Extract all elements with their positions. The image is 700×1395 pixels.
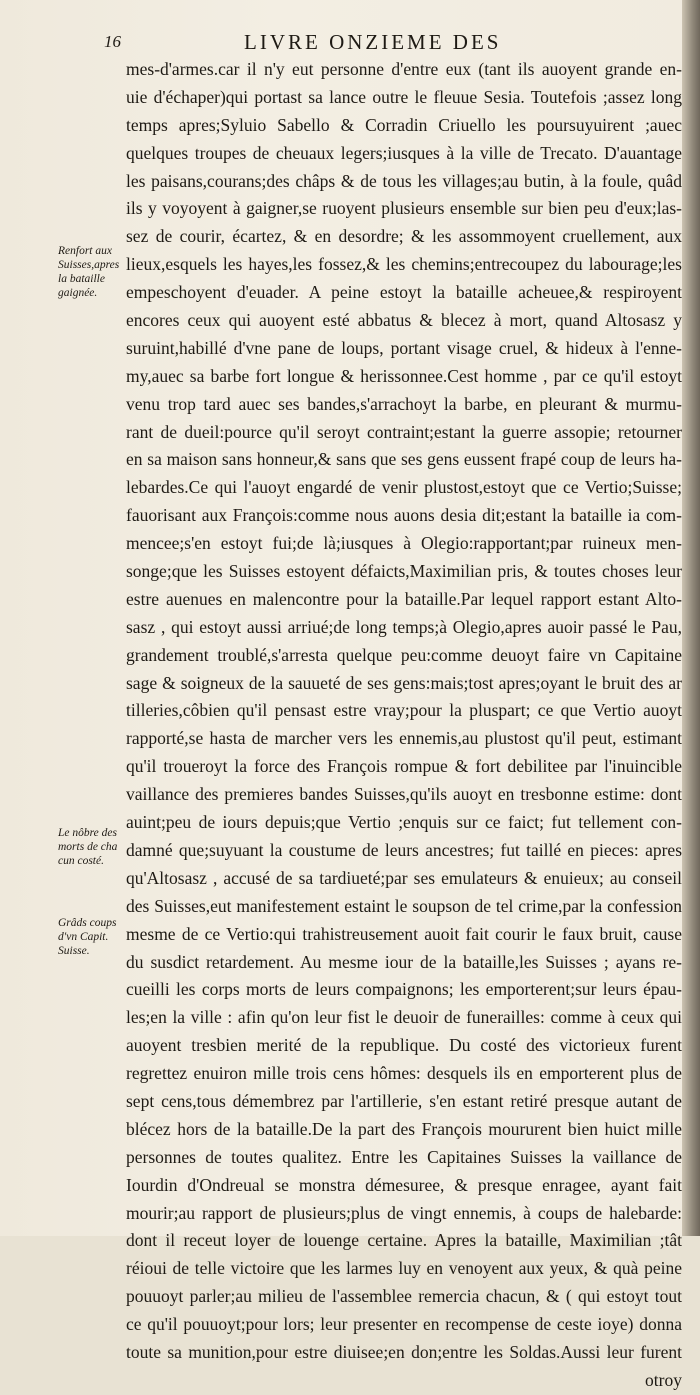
text-line: lieux,esquels les hayes,les fossez,& les chemins;entrecoupez du labourage;les: [126, 254, 682, 275]
margin-note: Le nôbre des morts de cha cun costé.: [58, 827, 118, 867]
text-line: personnes de toutes qualitez. Entre les Capitaines Suisses la vaillance de: [126, 1146, 682, 1167]
text-line: auint;peu de iours depuis;que Vertio ;enquis sur ce faict; fut tellement con-: [126, 812, 682, 833]
text-line: quelques troupes de cheuaux legers;iusques à la ville de Trecato. D'auantage: [126, 142, 682, 163]
text-line: qu'Altosasz , accusé de sa tardiueté;par ses emulateurs & enuieux; au conseil: [126, 867, 682, 888]
text-line: ce qu'il pouuoyt;pour lors; leur presenter en recompense de ceste ioye) donna: [126, 1314, 682, 1335]
text-line: cueilli les corps morts de leurs compaignons; les emporterent;sur leurs épau-: [126, 979, 682, 1000]
text-line: encores ceux qui auoyent esté abbatus & blecez à mort, quand Altosasz y: [126, 310, 682, 331]
text-line: des Suisses,eut manifestement estaint le soupson de tel crime,par la confession: [126, 895, 682, 916]
folio-number: 16: [104, 32, 121, 51]
text-line: temps apres;Syluio Sabello & Corradin Criuello les poursuyuirent ;auec: [126, 114, 682, 135]
text-line: mourir;au rapport de plusieurs;plus de vingt ennemis, à coups de halebarde:: [126, 1202, 682, 1223]
text-line: ils y voyoyent à gaigner,se ruoyent plusieurs ensemble sur bien peu d'eux;las-: [126, 198, 682, 219]
body-text: [126, 56, 682, 1395]
text-line: suruint,habillé d'vne pane de loups, portant visage cruel, & hideux à l'enne-: [126, 337, 682, 358]
page-gutter: [682, 0, 700, 1236]
text-line: vaillance des premieres bandes Suisses,qu'ils auoyt en tresbonne estime: dont: [126, 784, 682, 805]
margin-note: Renfort aux Suisses,apres la bataille gaignée.: [58, 245, 120, 299]
text-line: venu trop tard auec ses bandes,s'arrachoyt la barbe, en pleurant & murmu-: [126, 393, 682, 414]
text-line: pouuoyt parler;au milieu de l'assemblee remercia chacun, & ( qui estoyt tout: [126, 1286, 682, 1307]
text-line: songe;que les Suisses estoyent défaicts,Maximilian pris, & toutes choses leur: [126, 561, 682, 582]
text-line: uie d'échaper)qui portast sa lance outre le fleuue Sesia. Toutefois ;assez long: [126, 86, 682, 107]
text-line: sage & soigneux de la sauueté de ses gens:mais;tost apres;oyant le bruit des ar: [126, 672, 682, 693]
text-line: sasz , qui estoyt aussi arriué;de long temps;à Olegio,apres auoir passé le Pau,: [126, 616, 682, 637]
text-line: du susdict retardement. Au mesme iour de la bataille,les Suisses ; ayans re-: [126, 951, 682, 972]
text-line: rant de dueil:pource qu'il seroyt contraint;estant la guerre assopie; retourner: [126, 421, 682, 442]
text-line: les;en la ville : afin qu'on leur fist le deuoir de funerailles: comme à ceux qui: [126, 1007, 682, 1028]
text-line: Iourdin d'Ondreual se monstra démesuree, & presque enragee, ayant fait: [126, 1174, 682, 1195]
page-header: [104, 30, 684, 54]
text-line: toute sa munition,pour estre diuisee;en don;entre les Soldas.Aussi leur furent: [126, 1341, 682, 1362]
text-line: mes-d'armes.car il n'y eut personne d'entre eux (tant ils auoyent grande en-: [126, 59, 682, 79]
text-line: fauorisant aux François:comme nous auons desia dit;estant la bataille ia com-: [126, 505, 682, 526]
text-line: regrettez enuiron mille trois cens hômes: desquels ils en emporterent plus de: [126, 1063, 682, 1084]
text-line: damné que;suyuant la coustume de leurs ancestres; fut taillé en pieces: apres: [126, 839, 682, 860]
text-line: rapporté,se hasta de marcher vers les ennemis,au plustost qu'il peut, estimant: [126, 728, 682, 749]
text-line: estre auenues en malencontre pour la bataille.Par lequel rapport estant Alto-: [126, 588, 682, 609]
text-line: my,auec sa barbe fort longue & herissonnee.Cest homme , par ce qu'il estoyt: [126, 365, 682, 386]
text-line: les paisans,courans;des châps & de tous les villages;au butin, à la foule, quâd: [126, 170, 682, 191]
text-line: empeschoyent d'euader. A peine estoyt la bataille acheuee,& respiroyent: [126, 282, 682, 303]
catchword: otroy: [645, 1369, 682, 1390]
text-line: sept cens,tous démembrez par l'artillerie, s'en estant retiré presque autant de: [126, 1090, 682, 1111]
text-line: réioui de telle victoire que les larmes luy en venoyent aux yeux, & quà peine: [126, 1258, 682, 1279]
text-line: qu'il troueroyt la force des François rompue & fort debilitee par l'inuincible: [126, 756, 682, 777]
text-line: dont il receut loyer de louenge certaine. Apres la bataille, Maximilian ;tât: [126, 1230, 682, 1251]
text-line: tilleries,côbien qu'il pensast estre vray;pour la pluspart; ce que Vertio auoyt: [126, 700, 682, 721]
text-line: en sa maison sans honneur,& sans que ses gens eussent frapé coup de leurs ha-: [126, 449, 682, 470]
text-line: auoyent tresbien merité de la republique. Du costé des victorieux furent: [126, 1035, 682, 1056]
text-line: blécez hors de la bataille.De la part des François moururent bien huict mille: [126, 1118, 682, 1139]
text-line: lebardes.Ce qui l'auoyt engardé de venir plustost,estoyt que ce Vertio;Suisse;: [126, 477, 682, 498]
running-title: LIVRE ONZIEME DES: [244, 30, 502, 54]
margin-note: Grâds coups d'vn Capit. Suisse.: [58, 917, 117, 957]
text-line: mesme de ce Vertio:qui trahistreusement auoit fait courir le faux bruit, cause: [126, 923, 682, 944]
text-line: sez de courir, écartez, & en desordre; & les assommoyent cruellement, aux: [126, 226, 682, 247]
text-line: mencee;s'en estoyt fui;de là;iusques à Olegio:rapportant;par ruineux men-: [126, 533, 682, 554]
text-line: grandement troublé,s'arresta quelque peu:comme deuoyt faire vn Capitaine: [126, 644, 682, 665]
